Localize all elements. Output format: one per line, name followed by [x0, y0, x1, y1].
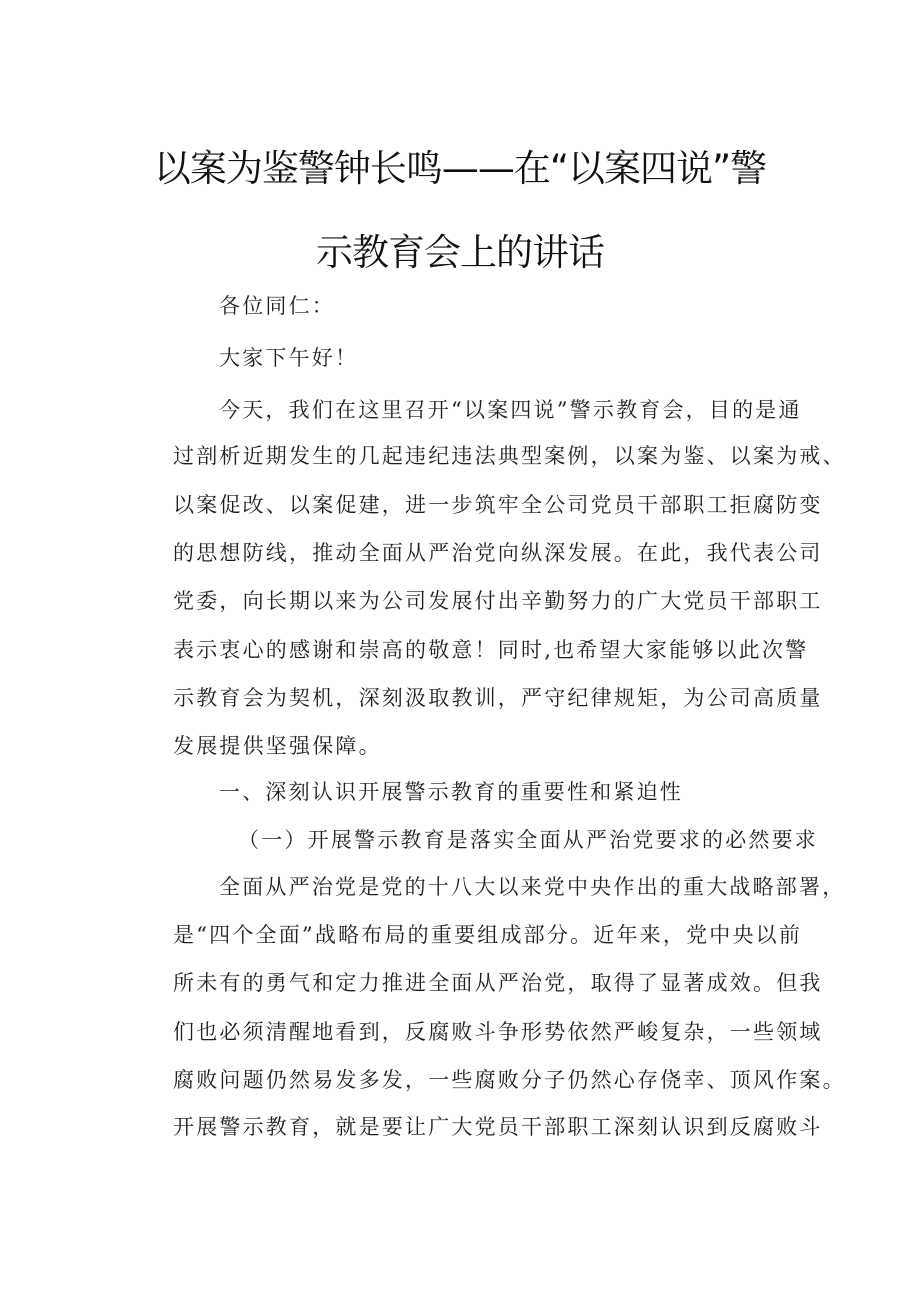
document-title-line-2: 示教育会上的讲话: [316, 231, 604, 274]
intro-paragraph-line: 以案促改、以案促建，进一步筑牢全公司党员干部职工拒腐防变: [173, 493, 823, 517]
subsection-heading: （一）开展警示教育是落实全面从严治党要求的必然要求: [238, 828, 818, 852]
body-paragraph-line: 开展警示教育，就是要让广大党员干部职工深刻认识到反腐败斗: [173, 1115, 823, 1139]
body-paragraph-line: 全面从严治党是党的十八大以来党中央作出的重大战略部署，: [219, 875, 846, 899]
intro-paragraph-line: 发展提供坚强保障。: [173, 734, 382, 758]
body-paragraph-line: 们也必须清醒地看到，反腐败斗争形势依然严峻复杂，一些领域: [173, 1020, 823, 1044]
body-paragraph-line: 所未有的勇气和定力推进全面从严治党，取得了显著成效。但我: [173, 971, 823, 995]
intro-paragraph-line: 今天，我们在这里召开“以案四说”警示教育会，目的是通: [219, 398, 802, 422]
intro-paragraph-line: 表示衷心的感谢和崇高的敬意！同时,也希望大家能够以此次警: [173, 638, 809, 662]
document-title-line-1: 以案为鉴警钟长鸣——在“以案四说”警: [153, 147, 767, 190]
intro-paragraph-line: 党委，向长期以来为公司发展付出辛勤努力的广大党员干部职工: [173, 589, 823, 613]
body-paragraph-line: 是“四个全面”战略布局的重要组成部分。近年来，党中央以前: [173, 923, 803, 947]
salutation: 各位同仁：: [219, 294, 335, 318]
intro-paragraph-line: 示教育会为契机，深刻汲取教训，严守纪律规矩，为公司高质量: [173, 686, 823, 710]
section-heading: 一、深刻认识开展警示教育的重要性和紧迫性: [219, 780, 683, 804]
greeting: 大家下午好！: [219, 346, 359, 370]
body-paragraph-line: 腐败问题仍然易发多发，一些腐败分子仍然心存侥幸、顶风作案。: [173, 1068, 846, 1092]
intro-paragraph-line: 的思想防线，推动全面从严治党向纵深发展。在此，我代表公司: [173, 541, 823, 565]
intro-paragraph-line: 过剖析近期发生的几起违纪违法典型案例，以案为鉴、以案为戒、: [173, 444, 846, 468]
